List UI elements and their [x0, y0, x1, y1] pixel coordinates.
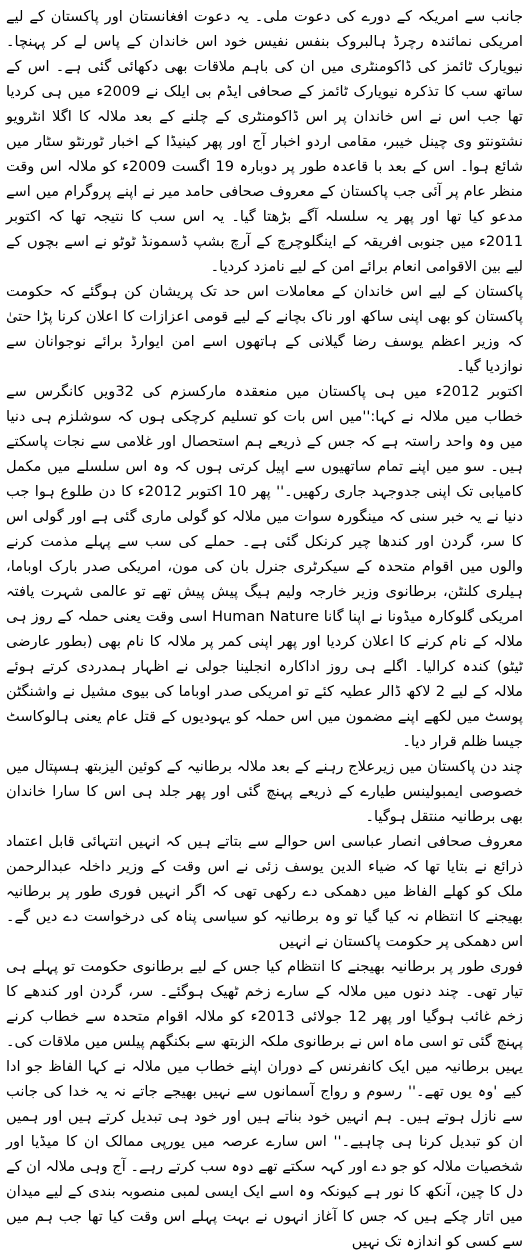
paragraph-ansar-abbasi-report: معروف صحافی انصار عباسی اس حوالے سے بتاتے ہیں کہ انہیں انتہائی قابل اعتماد ذرائع نے بتایا تھا کہ ضیاء الدین یوسف زئی نے اس وقت کے وزیر داخلہ عبدالرحمن ملک کو کھلے الفاظ میں دھمکی دے رکھی تھی کہ اگر انہیں فوری طور پر برطانیہ بھیجنے کا انتظام نہ کیا گیا تو وہ برطانیہ کو سیاسی پناہ کی درخواست دے دیں گے۔ اس دھمکی پر حکومت پاکستان نے انہیں — [6, 833, 523, 950]
article-body — [6, 4, 523, 1254]
paragraph-government-award: پاکستان کے لیے اس خاندان کے معاملات اس حد تک پریشان کن ہوگئے کہ حکومت پاکستان کو بھی اپنی ساکھ اور ناک بچانے کے لیے قومی اعزازات کا اعلان کرنا پڑا حتیٰ کہ وزیر اعظم یوسف رضا گیلانی کے ہاتھوں اسے امن ایوارڈ برائے نوجوانان سے نوازدیا گیا۔ — [6, 283, 523, 375]
paragraph-un-address: فوری طور پر برطانیہ بھیجنے کا انتظام کیا جس کے لیے برطانوی حکومت تو پہلے ہی تیار تھی۔ چند دنوں میں ملالہ کے سارے زخم ٹھیک ہوگئے۔ سر، گردن اور کندھے کا زخم غائب ہوگیا اور پھر 12 جولائی 2013ء کو ملالہ اقوام متحدہ سے خطاب کرنے پہنچ گئی تو اسی ماہ اس نے برطانوی ملکہ الزبتھ سے بکنگھم پیلس میں ملاقات کی۔ یہیں برطانیہ میں ایک کانفرنس کے دوران اپنے خطاب میں ملالہ نے کہا الفاظ جو ادا کیے 'وہ یوں تھے۔'' رسوم و رواج آسمانوں سے نہیں بھیجے جاتے نہ یہ خدا کی جانب سے نازل ہوتے ہیں۔ ہم انہیں خود بناتے ہیں اور خود ہی تبدیل کرتے ہیں اور ہمیں ان کو تبدیل کرنا ہی چاہیے۔'' اس سارے عرصہ میں یورپی ممالک ان کا میڈیا اور شخصیات ملالہ کو جو دے اور کہہ سکتے تھے دوہ سب کرتے رہے۔ آج وہی ملالہ ان کے دل کا چین، آنکھ کا نور ہے کیونکہ وہ اسے ایک ایسی لمبی منصوبہ بندی کے لیے میدان میں اتار چکے ہیں کہ جس کا آغاز انہوں نے بہت پہلے اس وقت کیا تھا جب ہم میں سے کسی کو اندازہ تک نہیں — [6, 958, 524, 1250]
paragraph-treatment-in-britain: چند دن پاکستان میں زیرعلاج رہنے کے بعد ملالہ برطانیہ کے کوئین الیزبتھ ہسپتال میں خصوصی ایمبولینس طیارے کے ذریعے پہنچ گئی اور پھر جلد ہی اس کا سارا خاندان بھی برطانیہ منتقل ہوگیا۔ — [6, 758, 523, 825]
paragraph-malala-us-visit: جانب سے امریکہ کے دورے کی دعوت ملی۔ یہ دعوت افغانستان اور پاکستان کے لیے امریکی نمائندہ رچرڈ ہالبروک بنفس نفیس خود اس خاندان کے پاس لے کر پہنچا۔ نیویارک ٹائمز کی ڈاکومنٹری میں ان کی باہم ملاقات بھی دکھائی گئی ہے۔ اس کے ساتھ سب کا تذکرہ نیویارک ٹائمز کے صحافی ایڈم بی ایلک نے 2009ء میں ہی کردیا تھا جب اس نے اس خاندان پر اس ڈاکومنٹری کے چلنے کے بعد ملالہ کا اگلا انٹرویو نشتونتو وی چینل خیبر، مقامی اردو اخبار آج اور پھر کینیڈا کے اخبار ٹورنٹو سٹار میں شائع ہوا۔ اس کے بعد با قاعدہ طور پر دوبارہ 19 اگست 2009ء کو ملالہ اس وقت منظر عام پر آئی جب پاکستان کے معروف صحافی حامد میر نے اپنے پروگرام میں اسے مدعو کیا تھا اور پھر یہ سلسلہ آگے بڑھتا گیا۔ یہ اس سب کا نتیجہ تھا کہ اکتوبر 2011ء میں جنوبی افریقہ کے اینگلوچرچ کے آرچ بشپ ڈسمونڈ ٹوٹو نے اسے بچوں کے لیے بین الاقوامی انعام برائے امن کے لیے نامزد کردیا۔ — [6, 8, 523, 275]
paragraph-october-2012-attack: اکتوبر 2012ء میں ہی پاکستان میں منعقدہ مارکسزم کی 32ویں کانگرس سے خطاب میں ملالہ نے کہا:''میں اس بات کو تسلیم کرچکی ہوں کہ سوشلزم ہی دنیا میں وہ واحد راستہ ہے کہ جس کے ذریعے ہم استحصال اور غلامی سے نجات پاسکتے ہیں۔ سو میں اپنے تمام ساتھیوں سے اپیل کرتی ہوں کہ وہ اس سلسلے میں مکمل کامیابی تک اپنی جدوجہد جاری رکھیں۔'' پھر 10 اکتوبر 2012ء کا دن طلوع ہوا جب دنیا نے یہ خبر سنی کہ مینگورہ سوات میں ملالہ کو گولی ماری گئی ہے اور گولی اس کا سر، گردن اور کندھا چیر کرنکل گئی ہے۔ حملے کی سب سے پہلے مذمت کرنے والوں میں اقوام متحدہ کے سیکرٹری جنرل بان کی مون، امریکی صدر بارک اوباما، ہیلری کلنٹن، برطانوی وزیر خارجہ ولیم ہیگ پیش پیش تھے تو عالمی شہرت یافتہ امریکی گلوکارہ میڈونا نے اپنا گانا Human Nature اسی وقت یعنی حملہ کے روز ہی ملالہ کے نام کرنے کا اعلان کردیا اور پھر اپنی کمر پر ملالہ کا نام بھی (بطور عارضی ٹیٹو) کندہ کرالیا۔ اگلے ہی روز اداکارہ انجلینا جولی نے اظہار ہمدردی کرتے ہوئے ملالہ کے لیے 2 لاکھ ڈالر عطیہ کئے تو امریکی صدر اوباما کی بیوی مشیل نے واشنگٹن پوسٹ میں لکھے اپنے مضمون میں اس حملہ کو یہودیوں کے قتل عام یعنی ہالوکاسٹ جیسا ظلم قرار دیا۔ — [6, 383, 524, 750]
